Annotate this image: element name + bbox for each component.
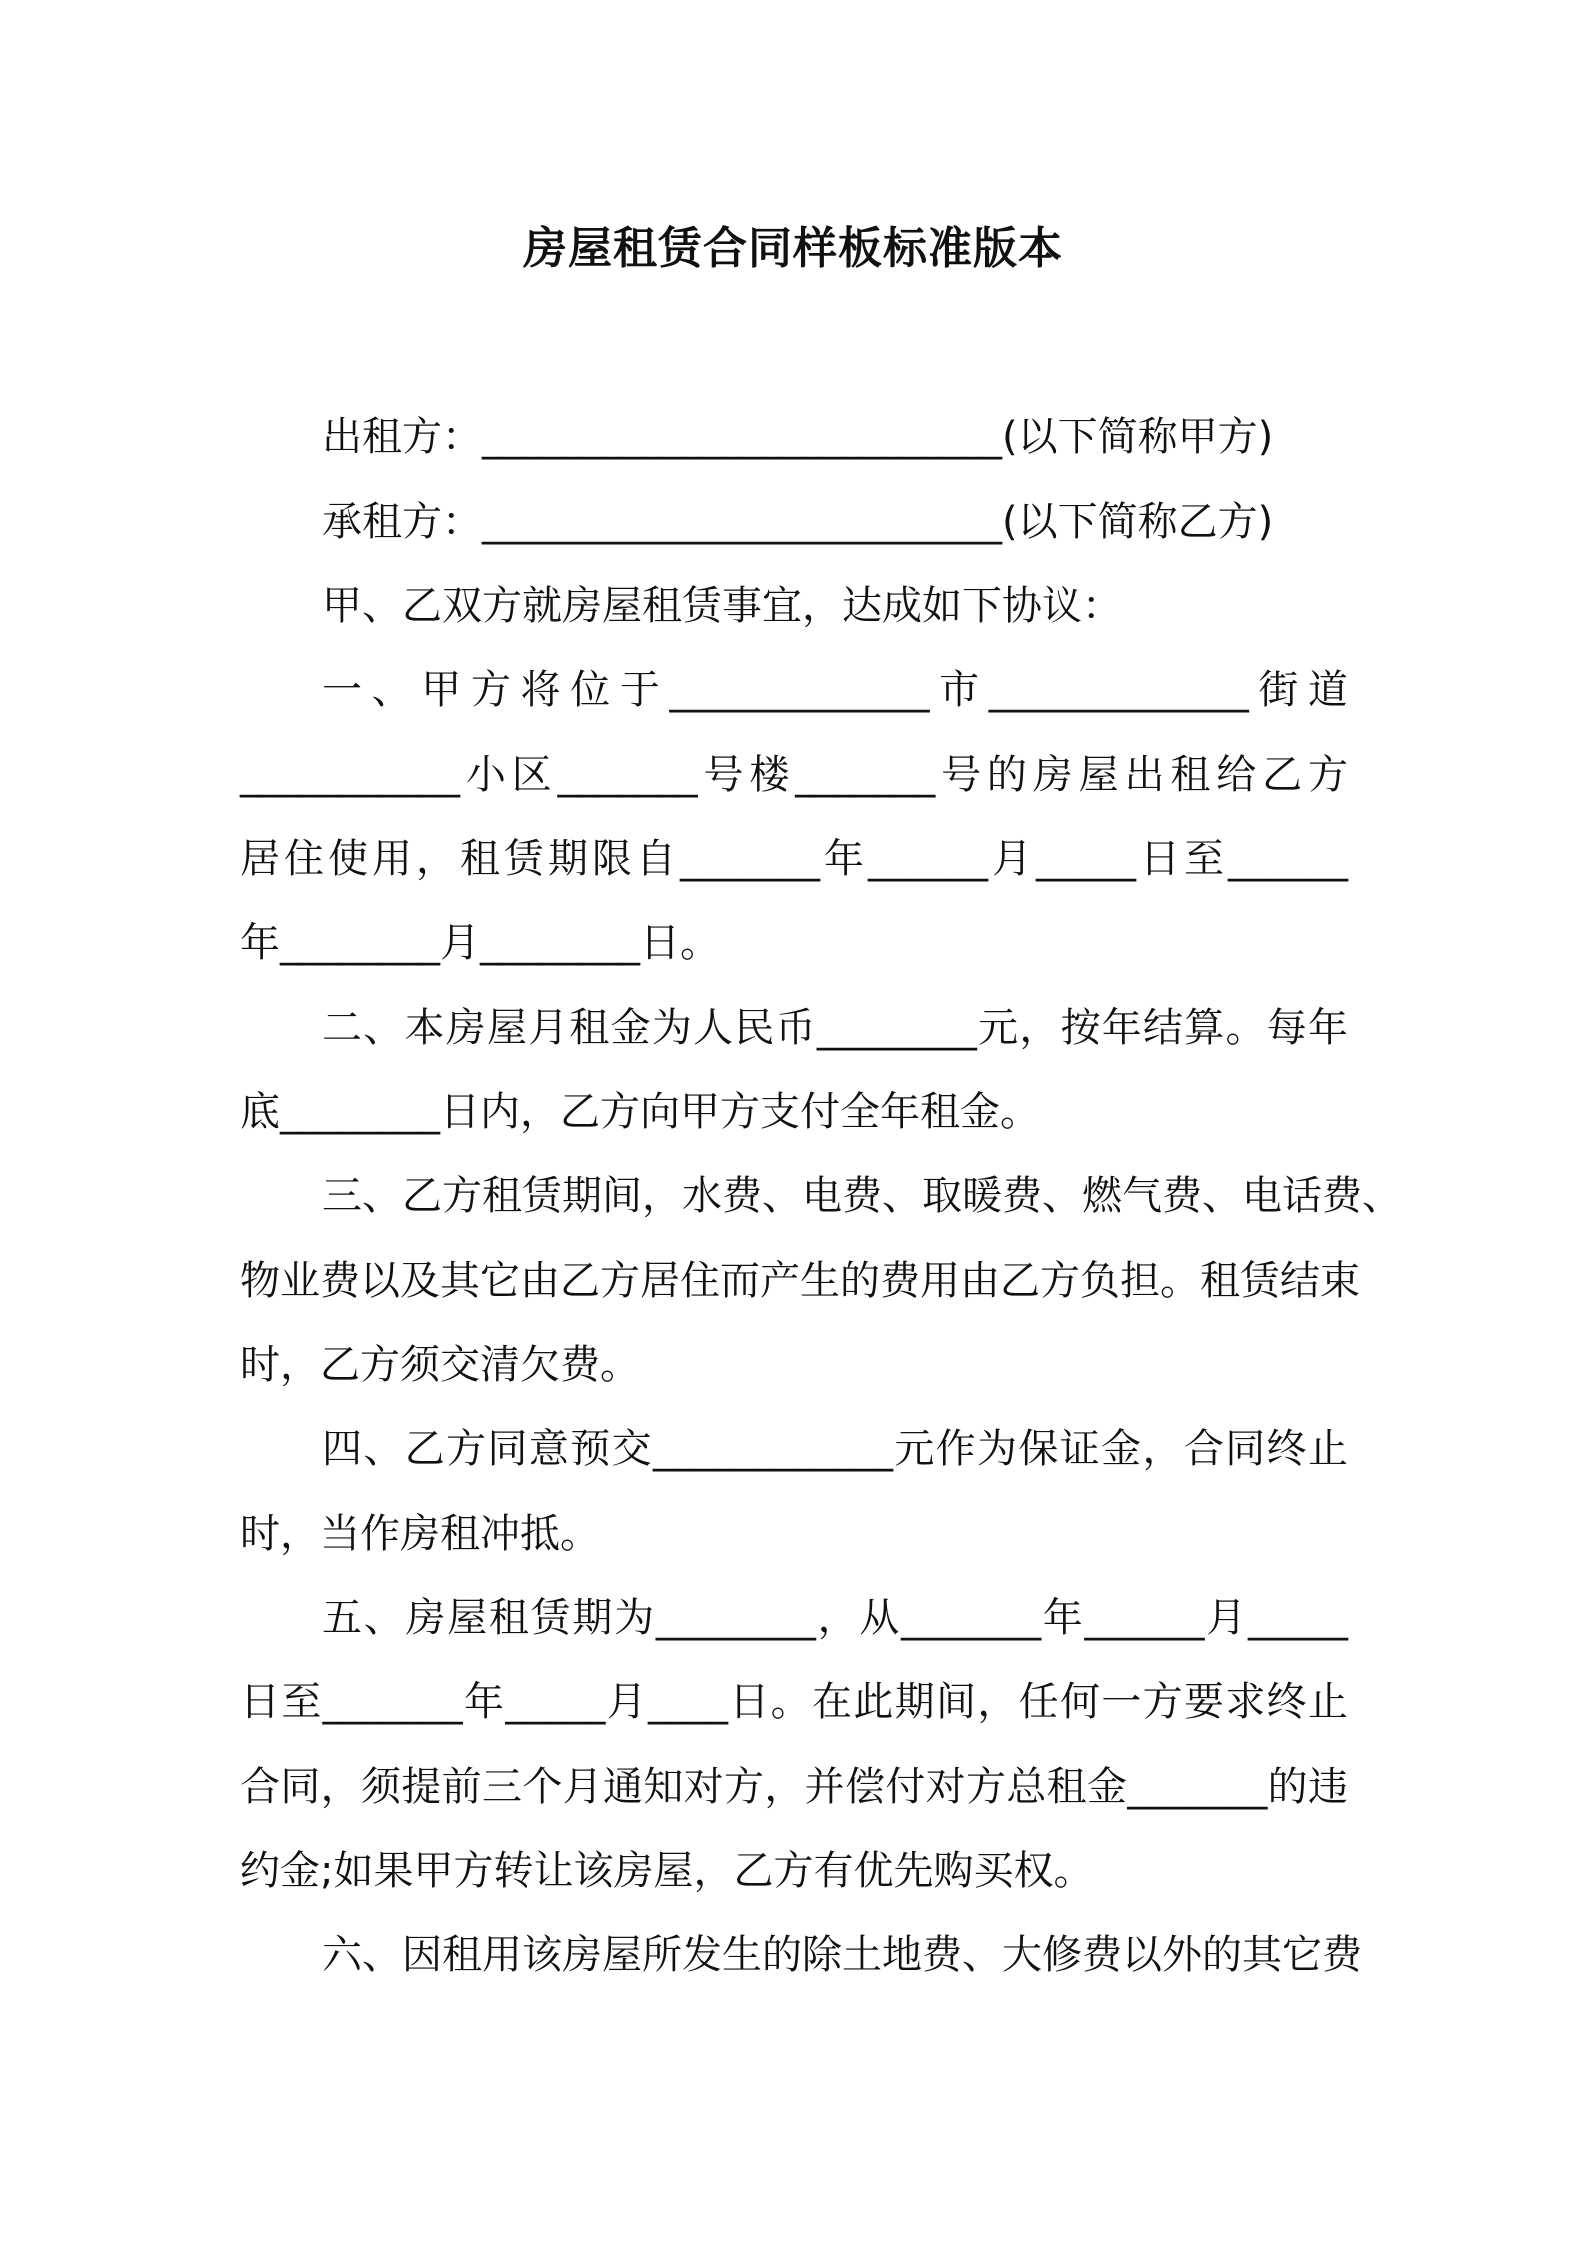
clause-3-line-2: 物业费以及其它由乙方居住而产生的费用由乙方负担。租赁结束: [240, 1258, 1360, 1304]
agreement-intro-line: 甲、乙双方就房屋租赁事宜，达成如下协议：: [322, 583, 1122, 629]
clause-1-line-2: ___________小区_______号楼_______号的房屋出租给乙方: [240, 752, 1348, 798]
clause-2-line-1: 二、本房屋月租金为人民币________元，按年结算。每年: [322, 1005, 1348, 1051]
clause-3-line-1: 三、乙方租赁期间，水费、电费、取暖费、燃气费、电话费、: [322, 1173, 1402, 1219]
clause-1-line-3: 居住使用，租赁期限自_______年______月_____日至______: [240, 836, 1348, 882]
clause-4-line-2: 时，当作房租冲抵。: [240, 1511, 600, 1557]
document-title: 房屋租赁合同样板标准版本: [523, 223, 1063, 274]
clause-5-line-1: 五、房屋租赁期为________，从_______年______月_____: [322, 1595, 1348, 1641]
lessee-line: 承租方：__________________________(以下简称乙方): [322, 499, 1274, 545]
clause-4-line-1: 四、乙方同意预交____________元作为保证金，合同终止: [322, 1426, 1348, 1472]
lessor-line: 出租方：__________________________(以下简称甲方): [322, 414, 1274, 460]
clause-5-line-4: 约金;如果甲方转让该房屋，乙方有优先购买权。: [240, 1848, 1094, 1894]
clause-1-line-4: 年________月________日。: [240, 920, 720, 966]
clause-5-line-2: 日至_______年_____月____日。在此期间，任何一方要求终止: [240, 1679, 1348, 1725]
clause-1-line-1: 一、甲方将位于_____________市_____________街道: [322, 667, 1348, 713]
clause-5-line-3: 合同，须提前三个月通知对方，并偿付对方总租金_______的违: [240, 1764, 1348, 1810]
clause-6-line-1: 六、因租用该房屋所发生的除土地费、大修费以外的其它费: [322, 1932, 1362, 1978]
clause-3-line-3: 时，乙方须交清欠费。: [240, 1342, 640, 1388]
clause-2-line-2: 底________日内，乙方向甲方支付全年租金。: [240, 1089, 1040, 1135]
